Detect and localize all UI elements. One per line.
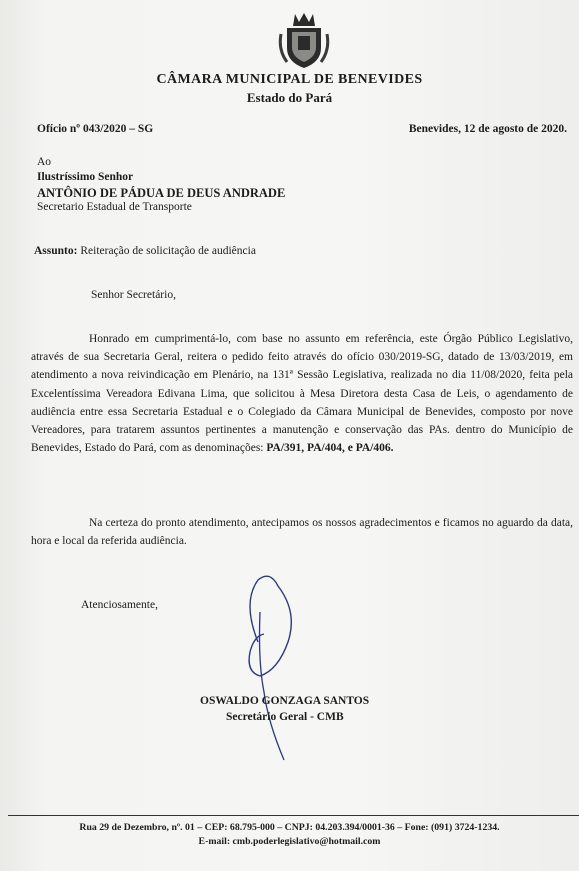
recipient-role: Secretario Estadual de Transporte bbox=[37, 201, 192, 213]
oficio-number: Ofício nº 043/2020 – SG bbox=[37, 123, 154, 135]
state-name: Estado do Pará bbox=[246, 90, 333, 105]
handwritten-signature bbox=[238, 572, 308, 762]
subject-line bbox=[34, 245, 256, 257]
recipient-name: ANTÔNIO DE PÁDUA DE DEUS ANDRADE bbox=[37, 186, 286, 200]
letter-date: Benevides, 12 de agosto de 2020. bbox=[408, 123, 567, 135]
subject-text: Reiteração de solicitação de audiência bbox=[80, 245, 256, 257]
coat-of-arms-icon bbox=[277, 10, 331, 70]
recipient-title: Ilustríssimo Senhor bbox=[37, 171, 134, 183]
footer-email: E-mail: cmb.poderlegislativo@hotmail.com bbox=[198, 836, 381, 847]
salutation: Senhor Secretário, bbox=[91, 289, 176, 301]
body-paragraph-2 bbox=[31, 514, 573, 550]
signatory-role: Secretário Geral - CMB bbox=[226, 711, 344, 723]
recipient-ao: Ao bbox=[37, 156, 52, 168]
footer-divider bbox=[8, 815, 579, 816]
body-p1-text: Honrado em cumprimentá-lo, com base no assunto em referência, este Órgão Público Legislativo, através de sua Secretaria Geral, reitera o pedido feito através do ofício 030/2019-SG, datado de 13/03/2019, em atendimento a nova reivindicação em Plenário, na 131ª Sessão Legislativa, realizada no dia 11/08/2020, feita pela Excelentíssima Vereadora Edivana Lima, que solicitou à Mesa Diretora desta Casa de Leis, o agendamento de audiência entre essa Secretaria Estadual e o Colegiado da Câmara Municipal de Benevides, composto por nove Vereadores, para tratarem assuntos pertinentes a manutenção e conservação das PAs. dentro do Município de Benevides, Estado do Pará, com as denominações: bbox=[31, 333, 573, 455]
signatory-name: OSWALDO GONZAGA SANTOS bbox=[200, 695, 370, 707]
footer-address: Rua 29 de Dezembro, nº. 01 – CEP: 68.795-000 – CNPJ: 04.203.394/0001-36 – Fone: (091) 3724-1234. bbox=[79, 822, 500, 833]
body-paragraph-1 bbox=[31, 330, 573, 457]
institution-name: CÂMARA MUNICIPAL DE BENEVIDES bbox=[156, 72, 423, 87]
closing: Atenciosamente, bbox=[81, 599, 158, 611]
body-p1-bold: PA/391, PA/404, e PA/406. bbox=[266, 442, 394, 455]
body-p2-text: Na certeza do pronto atendimento, antecipamos os nossos agradecimentos e ficamos no aguardo da data, hora e local da referida audiência. bbox=[31, 517, 573, 548]
subject-label: Assunto: bbox=[34, 245, 78, 257]
